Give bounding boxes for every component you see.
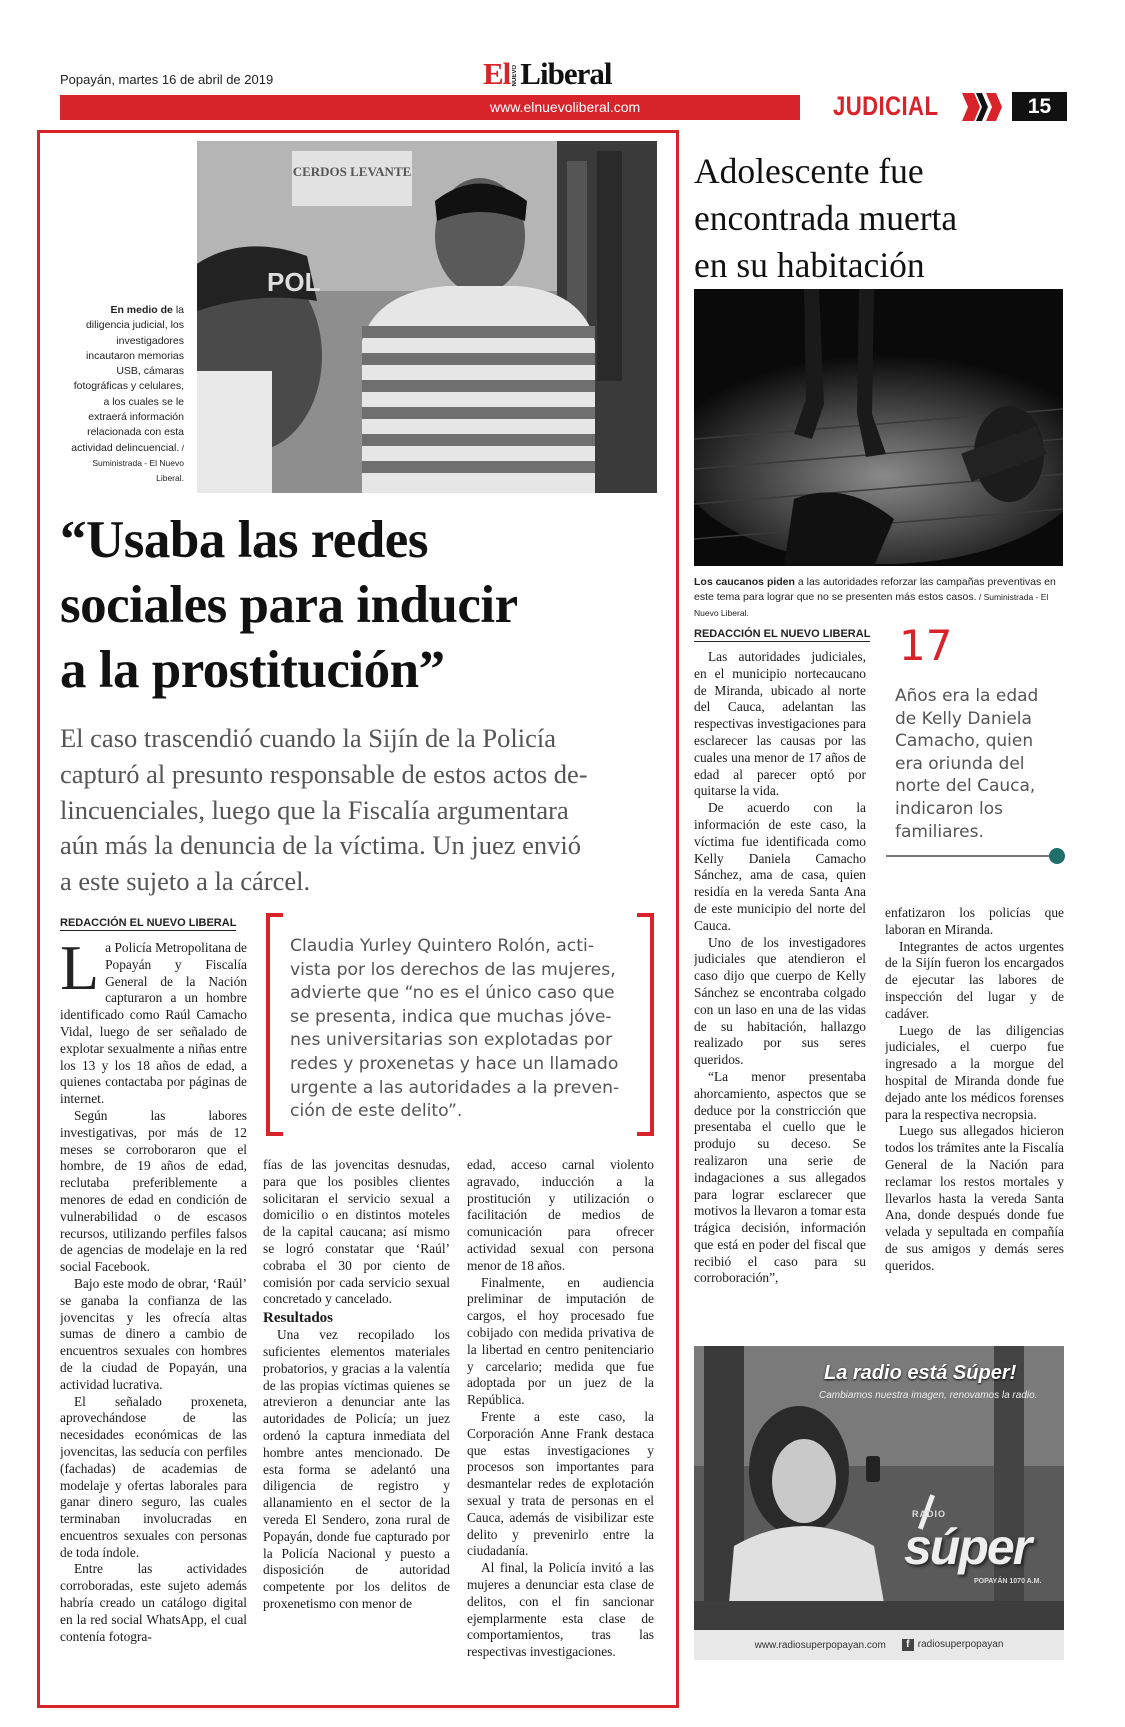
- photo-sign-text: CERDOS LEVANTE: [292, 164, 412, 179]
- paragraph: a Policía Metropolitana de Popayán y Fiscalía General de la Nación capturaron a un hombre identificado como Raúl Camacho Vidal, luego de ser señalado de explotar sexualmente a niñas entre los 13 y los 18 años de edad, a quienes contactaba por páginas de internet.: [60, 940, 247, 1107]
- paragraph: fías de las jovencitas desnudas, para que los posibles clientes solicitaran el servicio sexual a domicilio o en distintos moteles de la capital caucana; así mismo se logró constatar que ‘Raúl’ cobraba el 30 por ciento de comisión por cada servicio sexual concretado y cancelado.: [263, 1157, 450, 1307]
- main-headline: “Usaba las redes sociales para inducir a la prostitución”: [60, 511, 518, 699]
- side-photo-caption: [694, 575, 1064, 621]
- side-column-1: [694, 649, 866, 1309]
- photo-cap-text: POL: [267, 267, 321, 297]
- main-column-1: [60, 940, 247, 1702]
- logo-liberal: Liberal: [520, 56, 612, 91]
- main-lede: El caso trascendió cuando la Sijín de la Policía capturó al presunto responsable de estos actos de- lincuenciales, luego que la Fiscalía argumentara aún más la denuncia de la víctima. Un juez envió a este sujeto a la cárcel.: [60, 723, 588, 897]
- ad-facebook-link[interactable]: [902, 1639, 1004, 1651]
- ad-title: La radio está Súper!: [824, 1362, 1017, 1384]
- paragraph: Una vez recopilado los suficientes elementos materiales probatorios, y gracias a la valentía de las propias víctimas quienes se atrevieron a denunciar ante las autoridades de Policía; un juez ordenó la captura inmediata del hombre antes mencionado. De esta forma se adelantó una diligencia de registro y allanamiento en el sector de la vereda El Sendero, zona rural de Popayán, donde fue capturado por la Policía Nacional y puesto a disposición de autoridad competente por los delitos de proxenetismo con menor de: [263, 1327, 450, 1611]
- quote-bracket-right: [637, 913, 654, 1136]
- hanging-feet-photo[interactable]: [694, 289, 1063, 566]
- edition-date: Popayán, martes 16 de abril de 2019: [60, 72, 274, 87]
- subheading-resultados: Resultados: [263, 1310, 334, 1327]
- stat-number: 17: [899, 621, 953, 670]
- ad-footer: [694, 1630, 1064, 1660]
- stat-dot-icon: [1049, 848, 1065, 864]
- paragraph: Bajo este modo de obrar, ‘Raúl’ se ganaba la confianza de las jovencitas y les ofrecía altas sumas de dinero a cambio de encuentros sexuales con hombres de la ciudad de Popayán, una actividad lucrativa.: [60, 1275, 247, 1392]
- main-column-2: [263, 1157, 450, 1703]
- paragraph: Según las labores investigativas, por más de 12 meses se corroboraron que el hombre, de 19 años de edad, reclutaba preferiblemente a menores de edad en condición de vulnerabilidad o de escasos recursos, utilizando perfiles falsos de agencias de modelaje en la red social Facebook.: [60, 1107, 247, 1275]
- logo-el: El: [483, 56, 511, 91]
- photo-caption: [70, 303, 184, 487]
- page-number: 15: [1012, 92, 1067, 121]
- newspaper-logo[interactable]: [483, 56, 611, 92]
- pull-quote-text: Claudia Yurley Quintero Rolón, acti- vista por los derechos de las mujeres, advierte que “no es el único caso que se presenta, indica que muchas jóve- nes universitarias son explotadas por redes y proxenetas y hace un llamado urgente a las autoridades a la preven- ción de este delito”.: [290, 936, 620, 1122]
- stat-text: Años era la edad de Kelly Daniela Camacho, quien era oriunda del norte del Cauca, indicaron los familiares.: [895, 686, 1039, 842]
- paragraph: Entre las actividades corroboradas, este sujeto además habría creado un catálogo digital en la red social WhatsApp, el cual contenía fotogra-: [60, 1561, 247, 1644]
- side-column-2: [885, 905, 1064, 1315]
- arrest-photo[interactable]: [197, 141, 657, 493]
- stat-divider: [886, 855, 1052, 857]
- paragraph: Las autoridades judiciales, en el municipio nortecaucano de Miranda, ubicado al norte del Cauca, adelantan las respectivas investigaciones para esclarecer las causas por las cuales una menor de 17 años de edad al parecer optó por quitarse la vida.: [694, 649, 866, 799]
- radio-super-ad[interactable]: [694, 1346, 1064, 1660]
- caption-lead: En medio de: [110, 304, 173, 316]
- main-byline: REDACCIÓN EL NUEVO LIBERAL: [60, 917, 237, 929]
- main-column-3: [467, 1157, 654, 1703]
- ad-website-link[interactable]: www.radiosuperpopayan.com: [754, 1639, 886, 1651]
- paragraph: “La menor presentaba ahorcamiento, aspectos que se deduce por la constricción que presentaba el cuello que le produjo su deceso. Se realizaron una serie de indagaciones a sus allegados para lograr esclarecer que motivos la llevaron a tomar esta trágica decisión, información que está en poder del fiscal que recibió el caso para su corroboración”,: [694, 1068, 866, 1286]
- paragraph: edad, acceso carnal violento agravado, inducción a la prostitución y utilización o facilitación de medios de comunicación para ofrecer actividad sexual con persona menor de 18 años.: [467, 1157, 654, 1273]
- header-red-bar: [60, 95, 800, 120]
- drop-cap: L: [60, 940, 100, 1003]
- pull-quote: [266, 913, 654, 1136]
- paragraph: Finalmente, en audiencia preliminar de imputación de cargos, el hoy procesado fue cobijado con medida privativa de la libertad en centro penitenciario y carcelario; medida que fue adoptada por un juez de la República.: [467, 1274, 654, 1408]
- paragraph: Uno de los investigadores judiciales que atendieron el caso dijo que cuerpo de Kelly Sánchez se encontraba colgado con un laso en una de las vidas de su habitación, hallazgo realizado por sus seres queridos.: [694, 934, 866, 1068]
- paragraph: Luego de las diligencias judiciales, el cuerpo fue ingresado a la morgue del hospital de Miranda donde fue dejado ante los médicos forenses para la respectiva necropsia.: [885, 1022, 1064, 1122]
- ad-frequency: POPAYÁN 1070 A.M.: [974, 1578, 1042, 1585]
- paragraph: Luego sus allegados hicieron todos los trámites ante la Fiscalía General de la Nación para reclamar los restos mortales y llevarlos hasta la vereda Santa Ana, donde después donde fue velada y sepultada en compañía de sus amigos y demás seres queridos.: [885, 1123, 1064, 1273]
- paragraph: enfatizaron los policías que laboran en Miranda.: [885, 905, 1064, 937]
- section-title: JUDICIAL: [833, 91, 939, 121]
- ad-facebook-handle: radiosuperpopayan: [917, 1639, 1004, 1650]
- paragraph: Al final, la Policía invitó a las mujeres a denunciar esta clase de delitos, con el fin sancionar ejemplarmente esta clase de comportamientos, tras las respectivas investigaciones.: [467, 1560, 654, 1660]
- caption-lead: Los caucanos piden: [694, 576, 795, 588]
- website-link[interactable]: www.elnuevoliberal.com: [490, 99, 641, 115]
- caption-text: a las autoridades reforzar las campañas preventivas en este tema para lograr que no se presenten más estos casos.: [694, 576, 1056, 604]
- paragraph: Integrantes de actos urgentes de la Sijín fueron los encargados de ejecutar las labores de inspección del lugar y de cadáver.: [885, 938, 1064, 1021]
- ad-subtitle: Cambiamos nuestra imagen, renovamos la radio.: [819, 1390, 1038, 1401]
- logo-nuevo: NUEVO: [512, 64, 519, 86]
- caption-credit: / Suministrada - El Nuevo Liberal.: [694, 592, 1049, 618]
- paragraph: Frente a este caso, la Corporación Anne Frank destaca que estas investigaciones y procesos son importantes para desmantelar redes de explotación sexual y trata de personas en el Cauca, además de visibilizar este delito y prevenirlo entre la ciudadanía.: [467, 1408, 654, 1559]
- quote-bracket-left: [266, 913, 283, 1136]
- caption-credit: / Suministrada - El Nuevo Liberal.: [92, 442, 184, 484]
- side-headline: Adolescente fue encontrada muerta en su habitación: [694, 151, 958, 285]
- ad-radio-label: RADIO: [912, 1509, 946, 1519]
- caption-text: la diligencia judicial, los investigadores incautaron memorias USB, cámaras fotográficas y celulares, a los cuales se le extraerá información relacionada con esta actividad delincuencial.: [71, 304, 184, 454]
- paragraph: El señalado proxeneta, aprovechándose de las necesidades económicas de las jovencitas, las seducía con perfiles (fachadas) de academias de modelaje y ofertas laborales para ganar dinero seguro, las cuales terminaban involucradas en encuentros sexuales con personas de toda índole.: [60, 1393, 247, 1560]
- side-byline: REDACCIÓN EL NUEVO LIBERAL: [694, 628, 871, 640]
- ad-brand: súper: [904, 1519, 1031, 1575]
- facebook-icon: f: [902, 1639, 914, 1651]
- section-stripes-icon: [962, 93, 1008, 121]
- paragraph: De acuerdo con la información de este caso, la víctima fue identificada como Kelly Daniela Camacho Sánchez, ama de casa, quien residía en la vereda Santa Ana de este municipio del norte del Cauca.: [694, 800, 866, 933]
